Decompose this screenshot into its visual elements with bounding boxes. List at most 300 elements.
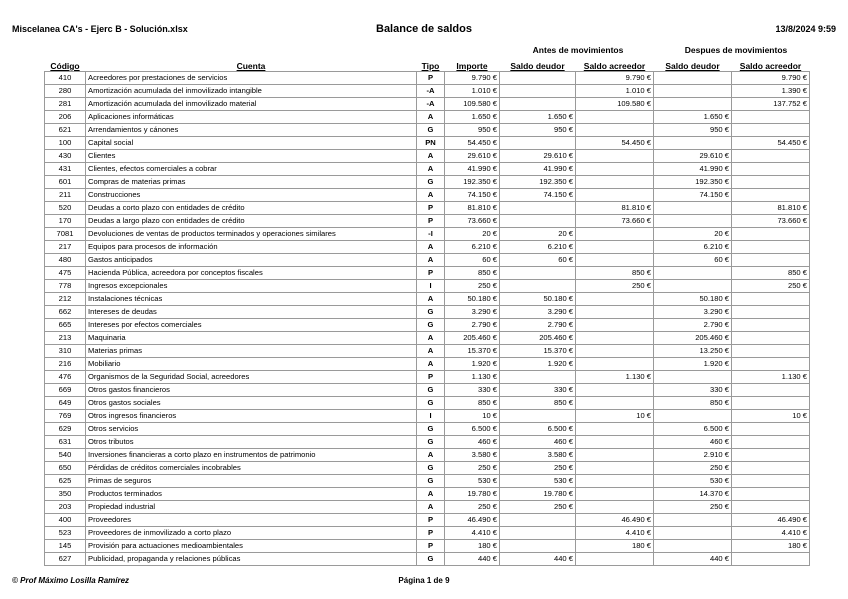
cell-saldo-acreedor-despues xyxy=(732,124,810,137)
cell-saldo-deudor-despues xyxy=(654,98,732,111)
cell-importe: 46.490 € xyxy=(445,514,500,527)
table-row xyxy=(45,410,810,423)
cell-codigo: 203 xyxy=(45,501,86,514)
cell-saldo-deudor-antes: 50.180 € xyxy=(500,293,576,306)
cell-saldo-deudor-despues: 330 € xyxy=(654,384,732,397)
cell-codigo: 410 xyxy=(45,72,86,85)
cell-codigo: 540 xyxy=(45,449,86,462)
cell-saldo-deudor-antes xyxy=(500,514,576,527)
cell-saldo-deudor-despues: 850 € xyxy=(654,397,732,410)
cell-saldo-acreedor-despues xyxy=(732,241,810,254)
cell-saldo-acreedor-despues xyxy=(732,449,810,462)
cell-saldo-acreedor-antes xyxy=(576,345,654,358)
table-row xyxy=(45,111,810,124)
cell-saldo-acreedor-antes xyxy=(576,319,654,332)
print-date: 13/8/2024 9:59 xyxy=(775,24,836,34)
cell-importe: 81.810 € xyxy=(445,202,500,215)
cell-saldo-acreedor-despues: 81.810 € xyxy=(732,202,810,215)
file-name: Miscelanea CA's - Ejerc B - Solución.xlsx xyxy=(12,24,188,34)
cell-saldo-acreedor-antes: 81.810 € xyxy=(576,202,654,215)
cell-tipo: P xyxy=(417,72,445,85)
cell-codigo: 475 xyxy=(45,267,86,280)
cell-saldo-acreedor-antes: 10 € xyxy=(576,410,654,423)
cell-importe: 1.650 € xyxy=(445,111,500,124)
col-header-tipo: Tipo xyxy=(421,61,440,71)
cell-tipo: P xyxy=(417,215,445,228)
cell-cuenta: Provisión para actuaciones medioambientales xyxy=(86,540,417,553)
cell-saldo-deudor-despues: 460 € xyxy=(654,436,732,449)
cell-cuenta: Instalaciones técnicas xyxy=(86,293,417,306)
cell-saldo-acreedor-antes xyxy=(576,163,654,176)
cell-saldo-acreedor-antes xyxy=(576,189,654,202)
cell-saldo-deudor-antes xyxy=(500,540,576,553)
cell-saldo-acreedor-despues xyxy=(732,501,810,514)
cell-cuenta: Intereses por efectos comerciales xyxy=(86,319,417,332)
cell-codigo: 621 xyxy=(45,124,86,137)
cell-importe: 50.180 € xyxy=(445,293,500,306)
col-header-saldo-acreedor-antes: Saldo acreedor xyxy=(583,61,646,71)
table-row xyxy=(45,514,810,527)
cell-saldo-deudor-despues: 29.610 € xyxy=(654,150,732,163)
cell-importe: 6.210 € xyxy=(445,241,500,254)
cell-importe: 109.580 € xyxy=(445,98,500,111)
table-row xyxy=(45,423,810,436)
table-row xyxy=(45,332,810,345)
cell-codigo: 400 xyxy=(45,514,86,527)
cell-saldo-acreedor-antes: 54.450 € xyxy=(576,137,654,150)
cell-saldo-deudor-antes xyxy=(500,527,576,540)
cell-saldo-deudor-despues: 950 € xyxy=(654,124,732,137)
cell-cuenta: Clientes, efectos comerciales a cobrar xyxy=(86,163,417,176)
cell-cuenta: Mobiliario xyxy=(86,358,417,371)
cell-tipo: PN xyxy=(417,137,445,150)
table-row xyxy=(45,384,810,397)
balance-table xyxy=(44,56,810,566)
cell-importe: 192.350 € xyxy=(445,176,500,189)
col-header-importe: Importe xyxy=(456,61,488,71)
table-header-row xyxy=(45,56,810,72)
cell-importe: 6.500 € xyxy=(445,423,500,436)
cell-saldo-acreedor-despues xyxy=(732,293,810,306)
cell-codigo: 627 xyxy=(45,553,86,566)
cell-tipo: A xyxy=(417,293,445,306)
cell-cuenta: Hacienda Pública, acreedora por conceptos fiscales xyxy=(86,267,417,280)
cell-importe: 54.450 € xyxy=(445,137,500,150)
cell-saldo-acreedor-despues xyxy=(732,332,810,345)
cell-cuenta: Organismos de la Seguridad Social, acreedores xyxy=(86,371,417,384)
cell-cuenta: Pérdidas de créditos comerciales incobrables xyxy=(86,462,417,475)
cell-saldo-acreedor-antes xyxy=(576,384,654,397)
cell-saldo-acreedor-antes xyxy=(576,488,654,501)
cell-codigo: 625 xyxy=(45,475,86,488)
cell-codigo: 629 xyxy=(45,423,86,436)
cell-codigo: 650 xyxy=(45,462,86,475)
cell-importe: 15.370 € xyxy=(445,345,500,358)
cell-saldo-deudor-despues: 6.500 € xyxy=(654,423,732,436)
group-before-header: Antes de movimientos xyxy=(532,45,624,55)
table-row xyxy=(45,449,810,462)
cell-saldo-acreedor-despues xyxy=(732,319,810,332)
table-row xyxy=(45,280,810,293)
cell-importe: 850 € xyxy=(445,267,500,280)
cell-saldo-deudor-despues: 1.920 € xyxy=(654,358,732,371)
cell-saldo-acreedor-despues: 73.660 € xyxy=(732,215,810,228)
cell-tipo: -I xyxy=(417,228,445,241)
cell-importe: 60 € xyxy=(445,254,500,267)
cell-codigo: 662 xyxy=(45,306,86,319)
table-row xyxy=(45,267,810,280)
cell-saldo-deudor-antes xyxy=(500,371,576,384)
cell-codigo: 7081 xyxy=(45,228,86,241)
table-row xyxy=(45,163,810,176)
cell-codigo: 217 xyxy=(45,241,86,254)
author-credit: © Prof Máximo Losilla Ramírez xyxy=(12,576,130,585)
cell-saldo-deudor-antes: 1.920 € xyxy=(500,358,576,371)
table-row xyxy=(45,215,810,228)
cell-saldo-deudor-antes: 15.370 € xyxy=(500,345,576,358)
cell-saldo-deudor-antes: 6.500 € xyxy=(500,423,576,436)
cell-cuenta: Primas de seguros xyxy=(86,475,417,488)
cell-cuenta: Compras de materias primas xyxy=(86,176,417,189)
cell-saldo-deudor-despues: 50.180 € xyxy=(654,293,732,306)
table-row xyxy=(45,241,810,254)
cell-cuenta: Devoluciones de ventas de productos terminados y operaciones similares xyxy=(86,228,417,241)
cell-saldo-deudor-despues: 74.150 € xyxy=(654,189,732,202)
cell-importe: 29.610 € xyxy=(445,150,500,163)
cell-saldo-deudor-despues xyxy=(654,215,732,228)
cell-importe: 9.790 € xyxy=(445,72,500,85)
table-row xyxy=(45,306,810,319)
table-row xyxy=(45,462,810,475)
cell-saldo-acreedor-antes xyxy=(576,306,654,319)
cell-saldo-deudor-antes: 74.150 € xyxy=(500,189,576,202)
table-row xyxy=(45,527,810,540)
cell-saldo-deudor-antes xyxy=(500,72,576,85)
cell-saldo-deudor-antes: 3.290 € xyxy=(500,306,576,319)
cell-importe: 2.790 € xyxy=(445,319,500,332)
cell-codigo: 280 xyxy=(45,85,86,98)
cell-saldo-deudor-antes: 530 € xyxy=(500,475,576,488)
cell-saldo-deudor-antes xyxy=(500,85,576,98)
cell-saldo-deudor-despues: 250 € xyxy=(654,462,732,475)
cell-tipo: A xyxy=(417,111,445,124)
cell-saldo-deudor-despues xyxy=(654,85,732,98)
table-row xyxy=(45,553,810,566)
cell-cuenta: Acreedores por prestaciones de servicios xyxy=(86,72,417,85)
cell-saldo-acreedor-antes: 73.660 € xyxy=(576,215,654,228)
cell-saldo-deudor-despues: 6.210 € xyxy=(654,241,732,254)
cell-saldo-acreedor-despues: 10 € xyxy=(732,410,810,423)
cell-cuenta: Amortización acumulada del inmovilizado material xyxy=(86,98,417,111)
cell-saldo-acreedor-antes xyxy=(576,475,654,488)
cell-codigo: 665 xyxy=(45,319,86,332)
cell-cuenta: Otros servicios xyxy=(86,423,417,436)
cell-saldo-acreedor-antes xyxy=(576,254,654,267)
cell-saldo-deudor-despues: 13.250 € xyxy=(654,345,732,358)
cell-tipo: A xyxy=(417,488,445,501)
cell-importe: 460 € xyxy=(445,436,500,449)
cell-cuenta: Otros ingresos financieros xyxy=(86,410,417,423)
cell-saldo-deudor-antes xyxy=(500,267,576,280)
cell-saldo-acreedor-despues xyxy=(732,189,810,202)
cell-cuenta: Arrendamientos y cánones xyxy=(86,124,417,137)
cell-codigo: 350 xyxy=(45,488,86,501)
cell-tipo: -A xyxy=(417,85,445,98)
table-row xyxy=(45,488,810,501)
cell-saldo-deudor-despues: 250 € xyxy=(654,501,732,514)
cell-tipo: G xyxy=(417,423,445,436)
cell-importe: 250 € xyxy=(445,501,500,514)
cell-importe: 3.580 € xyxy=(445,449,500,462)
table-row xyxy=(45,202,810,215)
cell-tipo: A xyxy=(417,189,445,202)
cell-saldo-deudor-despues: 14.370 € xyxy=(654,488,732,501)
cell-saldo-acreedor-despues xyxy=(732,176,810,189)
cell-tipo: G xyxy=(417,319,445,332)
cell-saldo-deudor-antes xyxy=(500,410,576,423)
page-number: Página 1 de 9 xyxy=(398,576,450,585)
cell-tipo: P xyxy=(417,540,445,553)
cell-saldo-acreedor-antes: 1.130 € xyxy=(576,371,654,384)
cell-saldo-acreedor-antes xyxy=(576,436,654,449)
cell-codigo: 216 xyxy=(45,358,86,371)
cell-cuenta: Gastos anticipados xyxy=(86,254,417,267)
cell-importe: 180 € xyxy=(445,540,500,553)
cell-codigo: 212 xyxy=(45,293,86,306)
cell-cuenta: Productos terminados xyxy=(86,488,417,501)
cell-tipo: A xyxy=(417,163,445,176)
cell-cuenta: Proveedores de inmovilizado a corto plazo xyxy=(86,527,417,540)
cell-tipo: G xyxy=(417,384,445,397)
cell-tipo: A xyxy=(417,254,445,267)
cell-saldo-acreedor-antes xyxy=(576,501,654,514)
cell-saldo-acreedor-antes xyxy=(576,553,654,566)
cell-codigo: 100 xyxy=(45,137,86,150)
table-row xyxy=(45,540,810,553)
cell-saldo-deudor-antes: 2.790 € xyxy=(500,319,576,332)
cell-saldo-acreedor-despues xyxy=(732,553,810,566)
cell-saldo-deudor-antes: 6.210 € xyxy=(500,241,576,254)
cell-cuenta: Deudas a corto plazo con entidades de crédito xyxy=(86,202,417,215)
cell-saldo-deudor-antes xyxy=(500,215,576,228)
cell-codigo: 281 xyxy=(45,98,86,111)
cell-codigo: 211 xyxy=(45,189,86,202)
cell-tipo: I xyxy=(417,410,445,423)
cell-cuenta: Clientes xyxy=(86,150,417,163)
cell-saldo-acreedor-antes xyxy=(576,111,654,124)
cell-cuenta: Otros tributos xyxy=(86,436,417,449)
cell-importe: 3.290 € xyxy=(445,306,500,319)
cell-tipo: P xyxy=(417,527,445,540)
cell-saldo-deudor-antes: 19.780 € xyxy=(500,488,576,501)
cell-saldo-deudor-antes: 3.580 € xyxy=(500,449,576,462)
cell-saldo-acreedor-antes xyxy=(576,150,654,163)
col-header-saldo-deudor-antes: Saldo deudor xyxy=(510,61,565,71)
cell-saldo-deudor-antes xyxy=(500,98,576,111)
cell-cuenta: Intereses de deudas xyxy=(86,306,417,319)
cell-importe: 1.130 € xyxy=(445,371,500,384)
cell-saldo-acreedor-antes xyxy=(576,332,654,345)
cell-tipo: P xyxy=(417,202,445,215)
table-row xyxy=(45,176,810,189)
cell-cuenta: Ingresos excepcionales xyxy=(86,280,417,293)
cell-codigo: 601 xyxy=(45,176,86,189)
cell-saldo-deudor-despues xyxy=(654,72,732,85)
cell-saldo-deudor-despues: 2.910 € xyxy=(654,449,732,462)
cell-saldo-acreedor-despues: 250 € xyxy=(732,280,810,293)
cell-saldo-acreedor-despues xyxy=(732,306,810,319)
cell-saldo-deudor-antes xyxy=(500,280,576,293)
cell-importe: 1.010 € xyxy=(445,85,500,98)
cell-saldo-deudor-despues: 41.990 € xyxy=(654,163,732,176)
cell-saldo-acreedor-antes: 4.410 € xyxy=(576,527,654,540)
cell-tipo: G xyxy=(417,397,445,410)
cell-saldo-deudor-antes: 1.650 € xyxy=(500,111,576,124)
cell-codigo: 310 xyxy=(45,345,86,358)
table-row xyxy=(45,358,810,371)
cell-tipo: G xyxy=(417,462,445,475)
cell-saldo-deudor-antes: 250 € xyxy=(500,501,576,514)
cell-tipo: G xyxy=(417,176,445,189)
cell-importe: 330 € xyxy=(445,384,500,397)
cell-cuenta: Proveedores xyxy=(86,514,417,527)
cell-cuenta: Amortización acumulada del inmovilizado intangible xyxy=(86,85,417,98)
cell-tipo: A xyxy=(417,150,445,163)
cell-saldo-acreedor-antes xyxy=(576,228,654,241)
cell-cuenta: Equipos para procesos de información xyxy=(86,241,417,254)
cell-importe: 440 € xyxy=(445,553,500,566)
cell-saldo-acreedor-antes: 850 € xyxy=(576,267,654,280)
cell-tipo: A xyxy=(417,332,445,345)
cell-saldo-acreedor-antes xyxy=(576,423,654,436)
cell-saldo-acreedor-despues: 9.790 € xyxy=(732,72,810,85)
cell-saldo-deudor-despues xyxy=(654,540,732,553)
cell-cuenta: Deudas a largo plazo con entidades de crédito xyxy=(86,215,417,228)
cell-saldo-acreedor-despues: 54.450 € xyxy=(732,137,810,150)
cell-importe: 19.780 € xyxy=(445,488,500,501)
cell-saldo-acreedor-despues xyxy=(732,254,810,267)
cell-importe: 20 € xyxy=(445,228,500,241)
table-row xyxy=(45,85,810,98)
cell-saldo-deudor-despues xyxy=(654,371,732,384)
cell-codigo: 206 xyxy=(45,111,86,124)
cell-codigo: 213 xyxy=(45,332,86,345)
cell-codigo: 778 xyxy=(45,280,86,293)
table-row xyxy=(45,319,810,332)
cell-saldo-acreedor-despues xyxy=(732,358,810,371)
table-row xyxy=(45,293,810,306)
cell-saldo-deudor-antes: 60 € xyxy=(500,254,576,267)
cell-saldo-acreedor-antes xyxy=(576,124,654,137)
cell-codigo: 669 xyxy=(45,384,86,397)
table-row xyxy=(45,254,810,267)
col-header-cuenta: Cuenta xyxy=(236,61,266,71)
cell-tipo: -A xyxy=(417,98,445,111)
cell-saldo-acreedor-despues xyxy=(732,397,810,410)
cell-saldo-acreedor-antes: 9.790 € xyxy=(576,72,654,85)
cell-cuenta: Materias primas xyxy=(86,345,417,358)
cell-saldo-deudor-antes xyxy=(500,202,576,215)
cell-saldo-deudor-despues: 60 € xyxy=(654,254,732,267)
cell-cuenta: Maquinaria xyxy=(86,332,417,345)
cell-saldo-deudor-antes: 460 € xyxy=(500,436,576,449)
cell-saldo-acreedor-despues xyxy=(732,345,810,358)
cell-saldo-deudor-antes: 29.610 € xyxy=(500,150,576,163)
cell-saldo-acreedor-despues: 46.490 € xyxy=(732,514,810,527)
cell-codigo: 430 xyxy=(45,150,86,163)
cell-saldo-acreedor-antes: 1.010 € xyxy=(576,85,654,98)
cell-saldo-deudor-despues: 440 € xyxy=(654,553,732,566)
table-row xyxy=(45,137,810,150)
cell-saldo-acreedor-antes: 109.580 € xyxy=(576,98,654,111)
table-row xyxy=(45,397,810,410)
table-row xyxy=(45,475,810,488)
cell-saldo-acreedor-antes xyxy=(576,176,654,189)
cell-importe: 250 € xyxy=(445,280,500,293)
cell-saldo-acreedor-despues: 4.410 € xyxy=(732,527,810,540)
col-header-saldo-deudor-despues: Saldo deudor xyxy=(665,61,720,71)
cell-saldo-acreedor-despues xyxy=(732,475,810,488)
cell-cuenta: Inversiones financieras a corto plazo en instrumentos de patrimonio xyxy=(86,449,417,462)
cell-importe: 250 € xyxy=(445,462,500,475)
cell-saldo-acreedor-antes xyxy=(576,293,654,306)
cell-saldo-acreedor-despues xyxy=(732,462,810,475)
cell-importe: 10 € xyxy=(445,410,500,423)
cell-cuenta: Otros gastos financieros xyxy=(86,384,417,397)
cell-saldo-acreedor-antes xyxy=(576,462,654,475)
cell-saldo-deudor-antes: 250 € xyxy=(500,462,576,475)
cell-saldo-deudor-despues: 20 € xyxy=(654,228,732,241)
cell-importe: 74.150 € xyxy=(445,189,500,202)
cell-saldo-deudor-despues xyxy=(654,514,732,527)
cell-tipo: G xyxy=(417,124,445,137)
cell-importe: 850 € xyxy=(445,397,500,410)
cell-saldo-acreedor-despues xyxy=(732,163,810,176)
cell-saldo-acreedor-despues xyxy=(732,423,810,436)
cell-saldo-acreedor-despues xyxy=(732,111,810,124)
table-row xyxy=(45,371,810,384)
cell-codigo: 769 xyxy=(45,410,86,423)
cell-tipo: P xyxy=(417,267,445,280)
cell-saldo-acreedor-despues: 137.752 € xyxy=(732,98,810,111)
cell-saldo-deudor-despues xyxy=(654,280,732,293)
cell-importe: 950 € xyxy=(445,124,500,137)
cell-saldo-acreedor-despues: 180 € xyxy=(732,540,810,553)
cell-saldo-acreedor-despues: 850 € xyxy=(732,267,810,280)
cell-saldo-deudor-antes: 41.990 € xyxy=(500,163,576,176)
cell-saldo-deudor-antes: 330 € xyxy=(500,384,576,397)
cell-tipo: G xyxy=(417,436,445,449)
cell-saldo-acreedor-antes: 46.490 € xyxy=(576,514,654,527)
cell-saldo-acreedor-despues xyxy=(732,488,810,501)
cell-codigo: 523 xyxy=(45,527,86,540)
cell-saldo-acreedor-antes: 250 € xyxy=(576,280,654,293)
cell-tipo: A xyxy=(417,358,445,371)
cell-saldo-deudor-despues: 530 € xyxy=(654,475,732,488)
cell-saldo-deudor-antes: 440 € xyxy=(500,553,576,566)
cell-saldo-deudor-antes: 850 € xyxy=(500,397,576,410)
cell-saldo-deudor-despues xyxy=(654,527,732,540)
cell-saldo-deudor-antes: 192.350 € xyxy=(500,176,576,189)
cell-codigo: 631 xyxy=(45,436,86,449)
cell-codigo: 145 xyxy=(45,540,86,553)
group-after-header: Despues de movimientos xyxy=(684,45,788,55)
cell-cuenta: Otros gastos sociales xyxy=(86,397,417,410)
cell-codigo: 170 xyxy=(45,215,86,228)
cell-saldo-acreedor-antes xyxy=(576,449,654,462)
cell-codigo: 480 xyxy=(45,254,86,267)
cell-saldo-deudor-antes xyxy=(500,137,576,150)
